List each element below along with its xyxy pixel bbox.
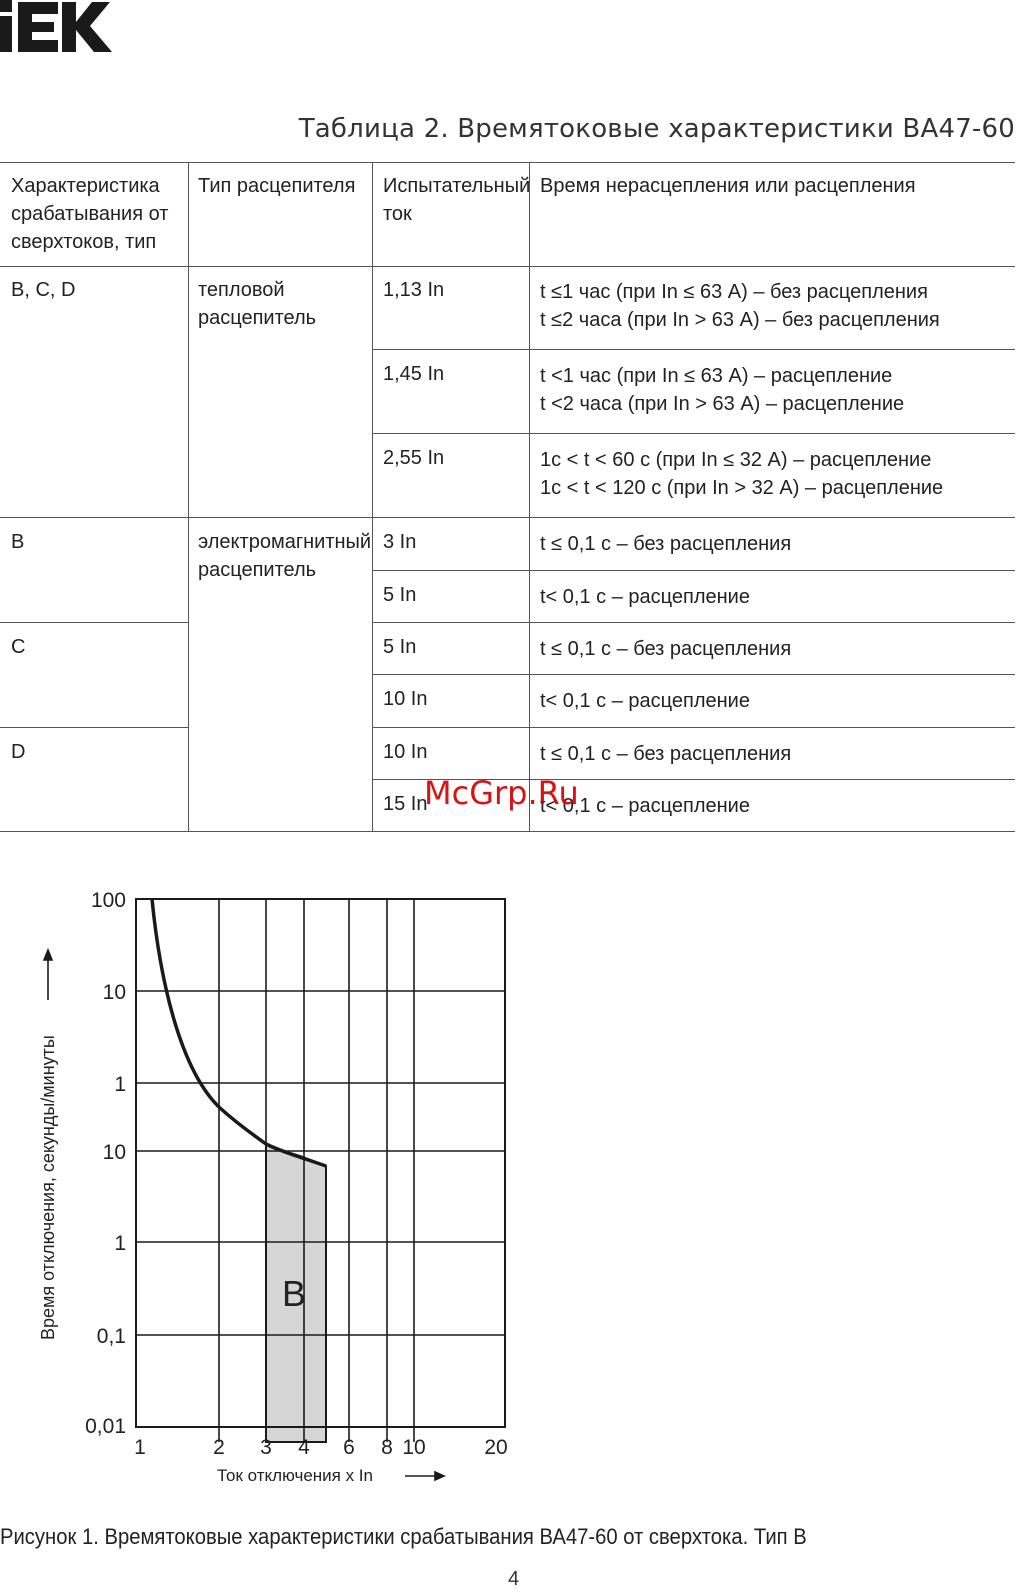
x-tick-label: 20 <box>484 1436 508 1459</box>
test-current-cell: 3 In <box>383 531 417 553</box>
x-axis-arrow <box>405 1472 444 1480</box>
y-axis-label: Время отключения, секунды/минуты <box>38 1035 58 1340</box>
trip-time-cell: t ≤ 0,1 с – без расцепления <box>540 743 792 765</box>
y-tick-label: 1 <box>114 1232 126 1255</box>
test-current-cell: 1,45 In <box>383 363 445 385</box>
test-current-cell: 5 In <box>383 636 417 658</box>
x-tick-label: 6 <box>343 1436 355 1459</box>
trip-time-cell: t ≤ 0,1 с – без расцепления <box>540 533 792 555</box>
header-trip-time: Время нерасцепления или расцепления <box>540 175 916 197</box>
trip-time-cell: t< 0,1 с – расцепление <box>540 795 750 817</box>
trip-time-cell: t< 0,1 с – расцепление <box>540 586 750 608</box>
trip-time-cell: t ≤1 час (при In ≤ 63 А) – без расцепления t ≤2 часа (при In > 63 А) – без расцепления <box>540 281 940 331</box>
test-current-cell: 1,13 In <box>383 279 445 301</box>
page-number: 4 <box>508 1568 520 1590</box>
header-type: Характеристика срабатывания от сверхтоков, тип <box>11 175 169 253</box>
type-cell-bcd: B, C, D <box>11 279 76 301</box>
time-current-chart <box>0 880 530 1500</box>
x-tick-label: 1 <box>134 1436 146 1459</box>
test-current-cell: 15 In <box>383 793 428 815</box>
releaser-magnetic: электромагнитный расцепитель <box>198 531 372 581</box>
test-current-cell: 10 In <box>383 741 428 763</box>
y-tick-label: 100 <box>90 889 126 912</box>
type-cell-b: B <box>11 531 25 553</box>
y-tick-label: 1 <box>114 1073 126 1096</box>
x-tick-label: 10 <box>402 1436 426 1459</box>
trip-time-cell: t <1 час (при In ≤ 63 А) – расцепление t <2 часа (при In > 63 А) – расцепление <box>540 365 905 415</box>
y-tick-label: 0,1 <box>96 1325 126 1348</box>
y-tick-label: 0,01 <box>85 1415 126 1438</box>
trip-time-cell: 1с < t < 60 с (при In ≤ 32 А) – расцепление 1с < t < 120 с (при In > 32 А) – расцепление <box>540 449 944 499</box>
trip-time-cell: t ≤ 0,1 с – без расцепления <box>540 638 792 660</box>
test-current-cell: 5 In <box>383 584 417 606</box>
releaser-thermal: тепловой расцепитель <box>198 279 317 329</box>
test-current-cell: 2,55 In <box>383 447 445 469</box>
test-current-cell: 10 In <box>383 688 428 710</box>
type-cell-d: D <box>11 741 26 763</box>
y-tick-label: 10 <box>102 981 126 1004</box>
y-tick-label: 10 <box>102 1141 126 1164</box>
type-cell-c: C <box>11 636 26 658</box>
table-title: Таблица 2. Времятоковые характеристики ВА47-60 <box>298 114 1015 144</box>
region-label-b: B <box>281 1273 307 1314</box>
watermark: McGrp.Ru <box>424 774 579 812</box>
x-tick-label: 8 <box>381 1436 393 1459</box>
trip-characteristics-table <box>0 162 1031 844</box>
x-tick-label: 2 <box>213 1436 225 1459</box>
x-tick-label: 4 <box>298 1436 310 1459</box>
x-axis-label: Ток отключения x In <box>217 1466 373 1485</box>
figure-caption: Рисунок 1. Времятоковые характеристики срабатывания ВА47-60 от сверхтока. Тип В <box>0 1524 807 1549</box>
x-tick-label: 3 <box>260 1436 272 1459</box>
y-axis-arrow <box>44 950 52 1000</box>
iek-logo <box>0 0 115 56</box>
header-test-current: Испытательный ток <box>383 175 531 225</box>
trip-curve <box>152 899 326 1166</box>
header-releaser: Тип расцепителя <box>198 175 356 197</box>
trip-time-cell: t< 0,1 с – расцепление <box>540 690 750 712</box>
